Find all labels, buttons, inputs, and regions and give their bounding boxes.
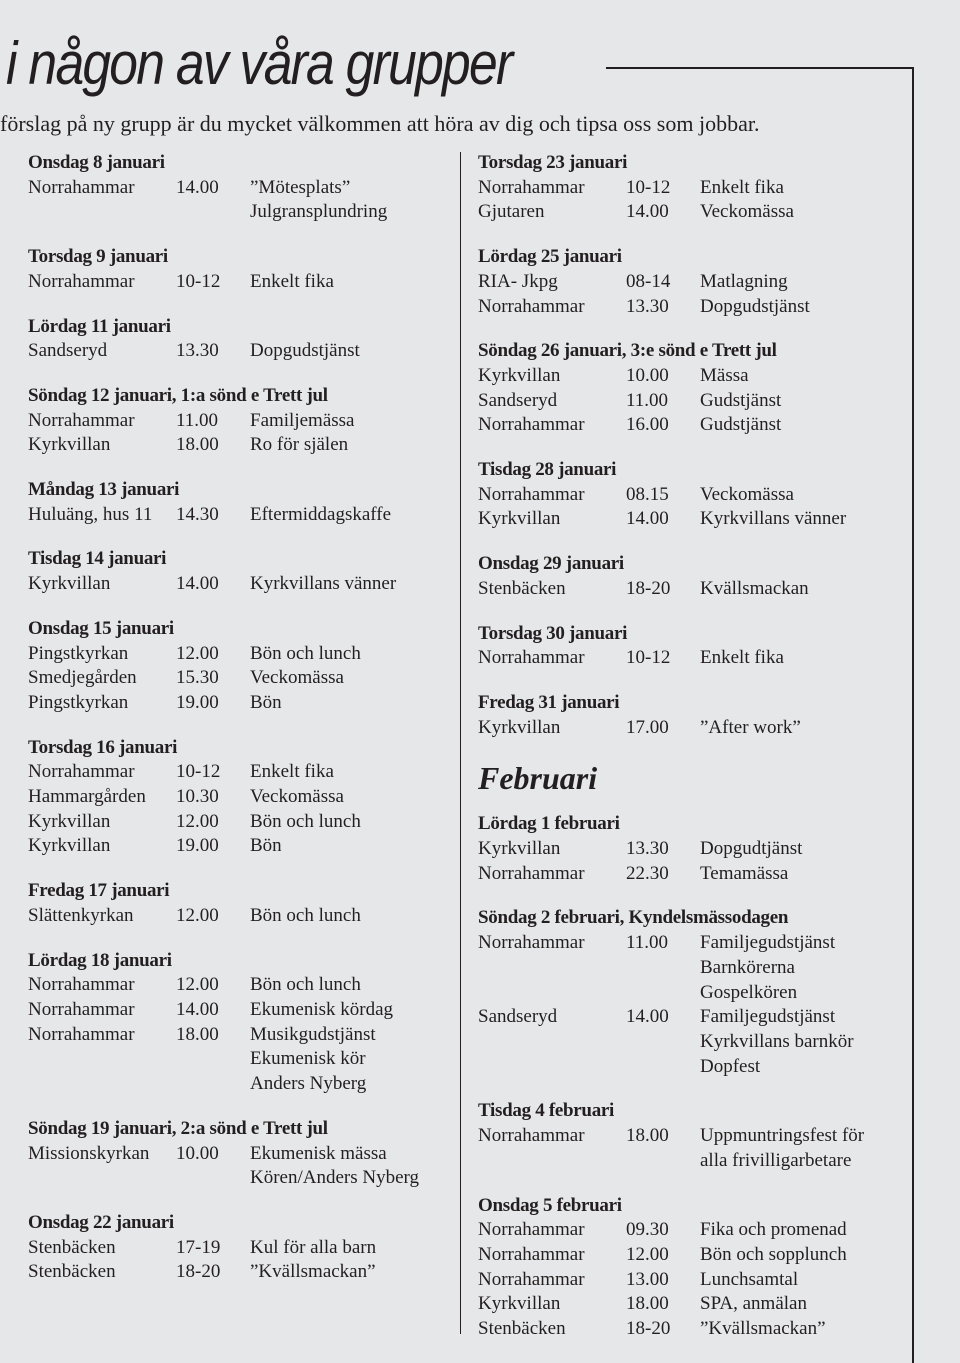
event-place: Hammargården	[28, 786, 146, 808]
event-place: Kyrkvillan	[28, 810, 111, 832]
event-place: Norrahammar	[478, 647, 585, 669]
day-block	[28, 879, 448, 928]
day-block	[28, 315, 448, 364]
day-heading: Söndag 26 januari, 3:e sönd e Trett jul	[478, 340, 777, 362]
event-time: 18-20	[626, 577, 671, 599]
event-row	[478, 389, 908, 414]
event-time: 10.30	[176, 786, 219, 808]
right-schedule-column	[478, 151, 908, 1362]
event-place: Norrahammar	[478, 295, 585, 317]
event-row	[478, 1005, 908, 1079]
event-activity	[700, 716, 908, 741]
event-activity-line: Enkelt fika	[700, 647, 784, 669]
event-time: 10-12	[626, 647, 671, 669]
event-activity	[700, 389, 908, 414]
event-activity	[700, 862, 908, 887]
day-block	[478, 1194, 908, 1342]
event-row	[28, 1142, 448, 1191]
event-activity	[250, 973, 448, 998]
event-row	[28, 642, 448, 667]
event-activity-line: Kul för alla barn	[250, 1236, 377, 1258]
event-activity	[250, 810, 448, 835]
event-activity	[700, 837, 908, 862]
event-time: 14.00	[626, 508, 669, 530]
event-time: 18-20	[626, 1318, 671, 1340]
event-time: 18.00	[626, 1125, 669, 1147]
event-activity-line: Ro för själen	[250, 434, 349, 456]
event-place: Norrahammar	[478, 483, 585, 505]
event-time: 13.30	[626, 838, 669, 860]
day-heading: Söndag 2 februari, Kyndelsmässodagen	[478, 907, 789, 929]
event-activity	[700, 1292, 908, 1317]
event-row	[478, 1124, 908, 1173]
event-time: 18.00	[626, 1293, 669, 1315]
january-schedule-continued	[478, 151, 908, 740]
event-activity	[250, 904, 448, 929]
event-activity-line: Bön och lunch	[250, 810, 361, 832]
day-heading: Fredag 31 januari	[478, 691, 620, 713]
event-place: Norrahammar	[28, 761, 135, 783]
event-activity-line: Ekumenisk mässa	[250, 1142, 387, 1164]
day-block	[478, 552, 908, 601]
day-heading: Tisdag 28 januari	[478, 459, 617, 481]
event-row	[28, 760, 448, 785]
day-block	[28, 151, 448, 225]
event-activity-line: ”Kvällsmackan”	[700, 1318, 826, 1340]
event-place: Pingstkyrkan	[28, 691, 129, 713]
event-place: Norrahammar	[28, 1023, 135, 1045]
day-block	[478, 1099, 908, 1173]
day-heading: Tisdag 4 februari	[478, 1100, 615, 1122]
event-activity-line: Bön	[250, 691, 282, 713]
event-place: Norrahammar	[478, 1125, 585, 1147]
event-activity	[250, 785, 448, 810]
event-row	[28, 503, 448, 528]
event-activity	[250, 691, 448, 716]
event-activity-line: Gudstjänst	[700, 414, 782, 436]
event-activity-line: Dopfest	[700, 1055, 761, 1077]
event-row	[478, 1292, 908, 1317]
event-place: Kyrkvillan	[28, 835, 111, 857]
event-place: Smedjegården	[28, 667, 137, 689]
event-time: 10-12	[176, 270, 221, 292]
event-activity-line: Mässa	[700, 364, 749, 386]
event-time: 14.00	[626, 1006, 669, 1028]
event-activity-line: Veckomässa	[250, 786, 344, 808]
event-row	[28, 1236, 448, 1261]
event-activity-line: Bön och sopplunch	[700, 1243, 847, 1265]
day-block	[28, 547, 448, 596]
event-place: Norrahammar	[478, 176, 585, 198]
event-activity	[700, 1243, 908, 1268]
event-time: 10.00	[176, 1142, 219, 1164]
event-activity	[700, 1218, 908, 1243]
event-time: 18.00	[176, 1023, 219, 1045]
event-time: 12.00	[176, 974, 219, 996]
event-activity	[250, 176, 448, 225]
event-row	[478, 1243, 908, 1268]
event-row	[28, 1260, 448, 1285]
frame-top-rule	[606, 67, 914, 69]
event-activity	[250, 1236, 448, 1261]
event-row	[28, 339, 448, 364]
event-activity-line: Ekumenisk kör	[250, 1048, 366, 1070]
event-activity-line: ”Mötesplats”	[250, 176, 351, 198]
day-heading: Onsdag 5 februari	[478, 1194, 622, 1216]
event-time: 11.00	[626, 932, 669, 954]
event-place: Norrahammar	[478, 862, 585, 884]
event-activity-line: Bön	[250, 835, 282, 857]
event-time: 13.00	[626, 1268, 669, 1290]
event-place: Pingstkyrkan	[28, 642, 129, 664]
day-heading: Onsdag 22 januari	[28, 1211, 174, 1233]
event-activity-line: Kyrkvillans barnkör	[700, 1030, 854, 1052]
event-place: Norrahammar	[28, 409, 135, 431]
event-activity	[250, 666, 448, 691]
event-activity-line: Temamässa	[700, 862, 789, 884]
event-row	[478, 646, 908, 671]
event-time: 12.00	[176, 904, 219, 926]
event-row	[28, 973, 448, 998]
event-place: Norrahammar	[28, 176, 135, 198]
event-row	[478, 364, 908, 389]
event-place: Stenbäcken	[28, 1261, 116, 1283]
event-place: Kyrkvillan	[28, 573, 111, 595]
event-activity-line: ”After work”	[700, 716, 801, 738]
day-heading: Lördag 11 januari	[28, 315, 171, 337]
event-activity-line: Bön och lunch	[250, 904, 361, 926]
event-activity	[700, 577, 908, 602]
event-place: Norrahammar	[478, 1219, 585, 1241]
day-block	[28, 736, 448, 860]
event-activity-line: Julgransplundring	[250, 201, 388, 223]
event-row	[28, 691, 448, 716]
event-activity-line: ”Kvällsmackan”	[250, 1261, 376, 1283]
event-place: Norrahammar	[28, 998, 135, 1020]
event-activity-line: Barnkörerna	[700, 956, 795, 978]
event-time: 17-19	[176, 1236, 221, 1258]
event-time: 22.30	[626, 862, 669, 884]
event-activity	[700, 364, 908, 389]
day-block	[28, 949, 448, 1097]
event-place: Sandseryd	[478, 1006, 558, 1028]
day-heading: Torsdag 23 januari	[478, 152, 628, 173]
event-row	[28, 785, 448, 810]
event-row	[28, 810, 448, 835]
event-activity	[700, 1124, 908, 1173]
event-activity	[700, 1317, 908, 1342]
day-heading: Onsdag 15 januari	[28, 617, 174, 639]
event-place: Kyrkvillan	[28, 434, 111, 456]
event-activity-line: Enkelt fika	[250, 270, 334, 292]
event-row	[478, 577, 908, 602]
event-place: Sandseryd	[478, 389, 558, 411]
event-activity-line: Veckomässa	[700, 201, 794, 223]
event-activity	[250, 1023, 448, 1097]
event-activity	[700, 1268, 908, 1293]
event-row	[478, 200, 908, 225]
event-time: 12.00	[626, 1243, 669, 1265]
event-row	[478, 507, 908, 532]
event-activity-line: Kyrkvillans vänner	[700, 508, 847, 530]
day-block	[28, 245, 448, 294]
event-activity-line: Familjegudstjänst	[700, 1006, 836, 1028]
day-heading: Lördag 18 januari	[28, 949, 172, 971]
event-place: Slättenkyrkan	[28, 904, 134, 926]
event-place: Stenbäcken	[478, 1318, 566, 1340]
event-place: Norrahammar	[478, 414, 585, 436]
event-row	[478, 295, 908, 320]
page-headline: i någon av våra grupper	[6, 30, 512, 97]
event-time: 11.00	[176, 409, 219, 431]
event-activity-line: Enkelt fika	[250, 761, 334, 783]
day-block	[478, 622, 908, 671]
event-time: 13.30	[176, 340, 219, 362]
event-place: Stenbäcken	[28, 1236, 116, 1258]
event-time: 12.00	[176, 642, 219, 664]
event-row	[478, 483, 908, 508]
event-row	[478, 716, 908, 741]
event-activity	[700, 1005, 908, 1079]
event-place: Huluäng, hus 11	[28, 503, 153, 525]
day-heading: Söndag 19 januari, 2:a sönd e Trett jul	[28, 1117, 328, 1139]
event-activity-line: Kyrkvillans vänner	[250, 573, 397, 595]
event-time: 09.30	[626, 1219, 669, 1241]
event-time: 15.30	[176, 667, 219, 689]
event-time: 14.00	[176, 998, 219, 1020]
event-activity-line: Musikgudstjänst	[250, 1023, 376, 1045]
event-activity-line: Veckomässa	[250, 667, 344, 689]
event-activity	[700, 295, 908, 320]
event-place: Kyrkvillan	[478, 508, 561, 530]
event-time: 18.00	[176, 434, 219, 456]
event-place: Norrahammar	[478, 1243, 585, 1265]
day-block	[478, 339, 908, 438]
event-activity-line: Bön och lunch	[250, 974, 361, 996]
day-heading: Onsdag 8 januari	[28, 152, 165, 173]
event-row	[28, 176, 448, 225]
event-activity-line: Bön och lunch	[250, 642, 361, 664]
event-place: Kyrkvillan	[478, 1293, 561, 1315]
month-heading-february: Februari	[478, 760, 598, 797]
event-place: Stenbäcken	[478, 577, 566, 599]
event-time: 10-12	[176, 761, 221, 783]
event-place: Norrahammar	[478, 932, 585, 954]
event-activity	[250, 572, 448, 597]
event-activity-line: Matlagning	[700, 270, 788, 292]
day-heading: Söndag 12 januari, 1:a sönd e Trett jul	[28, 384, 328, 406]
event-row	[478, 270, 908, 295]
day-block	[28, 1117, 448, 1191]
event-time: 11.00	[626, 389, 669, 411]
event-row	[28, 904, 448, 929]
day-block	[478, 151, 908, 225]
event-place: RIA- Jkpg	[478, 270, 558, 292]
event-place: Norrahammar	[478, 1268, 585, 1290]
event-place: Kyrkvillan	[478, 364, 561, 386]
event-row	[478, 1218, 908, 1243]
day-heading: Lördag 25 januari	[478, 246, 622, 268]
event-activity-line: Fika och promenad	[700, 1219, 847, 1241]
day-heading: Torsdag 16 januari	[28, 736, 178, 758]
event-activity	[250, 760, 448, 785]
event-activity-line: Eftermiddagskaffe	[250, 503, 392, 525]
event-time: 08.15	[626, 483, 669, 505]
event-place: Sandseryd	[28, 340, 108, 362]
event-activity-line: Gospelkören	[700, 981, 798, 1003]
day-block	[478, 691, 908, 740]
event-activity-line: Uppmuntringsfest för	[700, 1125, 865, 1147]
event-activity-line: Ekumenisk kördag	[250, 998, 394, 1020]
event-activity-line: Kören/Anders Nyberg	[250, 1167, 420, 1189]
event-activity-line: Lunchsamtal	[700, 1268, 799, 1290]
event-row	[28, 998, 448, 1023]
event-activity-line: alla frivilligarbetare	[700, 1149, 852, 1171]
event-time: 12.00	[176, 810, 219, 832]
event-activity	[250, 409, 448, 434]
event-activity-line: Veckomässa	[700, 483, 794, 505]
event-activity	[250, 1260, 448, 1285]
event-place: Kyrkvillan	[478, 838, 561, 860]
day-block	[28, 617, 448, 716]
event-time: 18-20	[176, 1261, 221, 1283]
frame-right-rule	[912, 67, 914, 1363]
event-place: Gjutaren	[478, 201, 545, 223]
event-time: 17.00	[626, 716, 669, 738]
event-row	[28, 433, 448, 458]
event-row	[478, 413, 908, 438]
event-activity	[250, 642, 448, 667]
event-row	[28, 834, 448, 859]
event-activity	[250, 270, 448, 295]
day-heading: Torsdag 30 januari	[478, 622, 628, 644]
event-row	[28, 572, 448, 597]
february-schedule	[478, 812, 908, 1341]
event-row	[28, 409, 448, 434]
event-activity-line: SPA, anmälan	[700, 1293, 807, 1315]
event-activity	[250, 339, 448, 364]
event-activity	[700, 483, 908, 508]
day-heading: Onsdag 29 januari	[478, 553, 624, 575]
column-divider	[460, 152, 461, 1334]
event-time: 16.00	[626, 414, 669, 436]
event-activity	[700, 413, 908, 438]
event-activity	[700, 200, 908, 225]
day-block	[28, 384, 448, 458]
day-block	[478, 245, 908, 319]
event-time: 14.30	[176, 503, 219, 525]
event-row	[478, 837, 908, 862]
event-activity	[250, 503, 448, 528]
day-block	[478, 906, 908, 1079]
event-time: 19.00	[176, 835, 219, 857]
event-row	[478, 931, 908, 1005]
event-activity-line: Enkelt fika	[700, 176, 784, 198]
event-activity-line: Familjegudstjänst	[700, 932, 836, 954]
page-subtitle: förslag på ny grupp är du mycket välkommen att höra av dig och tipsa oss som jobbar.	[0, 111, 760, 136]
event-row	[478, 176, 908, 201]
event-time: 14.00	[176, 176, 219, 198]
day-heading: Lördag 1 februari	[478, 813, 620, 835]
event-activity	[250, 834, 448, 859]
event-row	[478, 1268, 908, 1293]
event-row	[28, 666, 448, 691]
event-time: 08-14	[626, 270, 671, 292]
event-time: 19.00	[176, 691, 219, 713]
event-time: 14.00	[176, 573, 219, 595]
event-activity	[250, 998, 448, 1023]
day-heading: Fredag 17 januari	[28, 880, 170, 902]
event-activity	[700, 931, 908, 1005]
event-activity	[700, 507, 908, 532]
event-activity-line: Dopgudstjänst	[700, 295, 810, 317]
event-activity-line: Anders Nyberg	[250, 1073, 367, 1095]
event-row	[478, 1317, 908, 1342]
day-heading: Måndag 13 januari	[28, 479, 180, 501]
event-activity	[700, 270, 908, 295]
event-activity	[700, 646, 908, 671]
day-heading: Tisdag 14 januari	[28, 548, 167, 570]
event-activity-line: Dopgudstjänst	[250, 340, 360, 362]
left-schedule-column	[28, 151, 448, 1305]
event-time: 10.00	[626, 364, 669, 386]
day-block	[478, 458, 908, 532]
event-time: 14.00	[626, 201, 669, 223]
event-activity-line: Familjemässa	[250, 409, 355, 431]
event-place: Norrahammar	[28, 974, 135, 996]
event-place: Kyrkvillan	[478, 716, 561, 738]
event-activity	[250, 1142, 448, 1191]
event-activity-line: Gudstjänst	[700, 389, 782, 411]
event-activity	[250, 433, 448, 458]
event-activity	[700, 176, 908, 201]
event-row	[28, 270, 448, 295]
event-row	[28, 1023, 448, 1097]
event-place: Missionskyrkan	[28, 1142, 150, 1164]
day-block	[478, 812, 908, 886]
day-heading: Torsdag 9 januari	[28, 246, 168, 268]
event-time: 13.30	[626, 295, 669, 317]
event-activity-line: Dopgudtjänst	[700, 838, 803, 860]
event-place: Norrahammar	[28, 270, 135, 292]
day-block	[28, 478, 448, 527]
event-activity-line: Kvällsmackan	[700, 577, 809, 599]
event-row	[478, 862, 908, 887]
day-block	[28, 1211, 448, 1285]
event-time: 10-12	[626, 176, 671, 198]
